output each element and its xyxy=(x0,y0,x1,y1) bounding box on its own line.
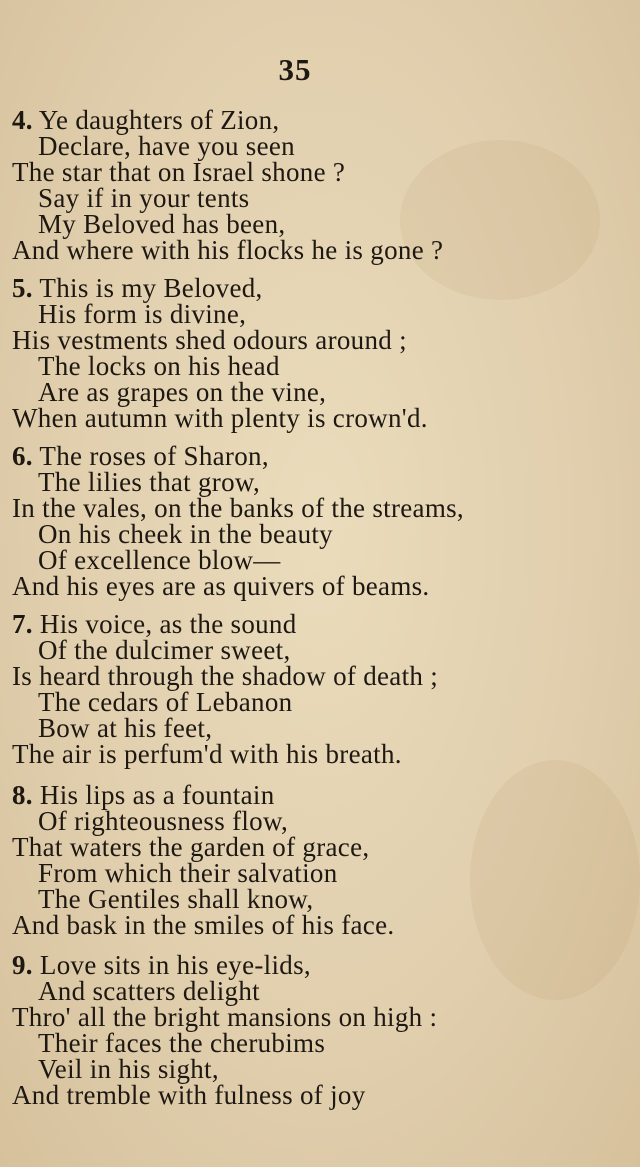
stanza-line: When autumn with plenty is crown'd. xyxy=(12,403,428,433)
stanza-line: His vestments shed odours around ; xyxy=(12,325,407,355)
stanza-line: Veil in his sight, xyxy=(38,1054,219,1084)
stanza-line: 4. Ye daughters of Zion, xyxy=(12,105,280,135)
stanza-line: The lilies that grow, xyxy=(38,467,260,497)
stanza-line: Of righteousness flow, xyxy=(38,806,289,836)
stanza-line: On his cheek in the beauty xyxy=(38,519,333,549)
stanza-line: Declare, have you seen xyxy=(38,131,295,161)
stanza-line: My Beloved has been, xyxy=(38,209,286,239)
stanza-line: 6. The roses of Sharon, xyxy=(12,441,269,471)
stanza-line: 5. This is my Beloved, xyxy=(12,273,263,303)
stanza-line: The cedars of Lebanon xyxy=(38,687,293,717)
stanza-line: Is heard through the shadow of death ; xyxy=(12,661,439,691)
stanza-number: 4. xyxy=(12,105,33,135)
stanza-line: In the vales, on the banks of the streams, xyxy=(12,493,464,523)
stanza-line: Of the dulcimer sweet, xyxy=(38,635,291,665)
stanza-line: 9. Love sits in his eye-lids, xyxy=(12,950,311,980)
stanza-line: The star that on Israel shone ? xyxy=(12,157,346,187)
stanza-line: And scatters delight xyxy=(38,976,260,1006)
stanza-line: His form is divine, xyxy=(38,299,247,329)
stanza-line: The Gentiles shall know, xyxy=(38,884,314,914)
paper-stain xyxy=(470,760,640,1000)
stanza-line: 8. His lips as a fountain xyxy=(12,780,275,810)
stanza-number: 8. xyxy=(12,780,33,810)
stanza-line: From which their salvation xyxy=(38,858,338,888)
stanza-number: 6. xyxy=(12,441,33,471)
stanza-line: That waters the garden of grace, xyxy=(12,832,370,862)
stanza-line: And his eyes are as quivers of beams. xyxy=(12,571,430,601)
paper-stain xyxy=(400,140,600,300)
stanza-line: Bow at his feet, xyxy=(38,713,213,743)
stanza-line: The air is perfum'd with his breath. xyxy=(12,739,402,769)
stanza-line: Say if in your tents xyxy=(38,183,250,213)
stanza-line: Thro' all the bright mansions on high : xyxy=(12,1002,438,1032)
stanza-line: And tremble with fulness of joy xyxy=(12,1080,366,1110)
page-number: 35 xyxy=(278,52,312,87)
stanza-line: Their faces the cherubims xyxy=(38,1028,326,1058)
stanza-number: 7. xyxy=(12,609,33,639)
stanza-line: Of excellence blow— xyxy=(38,545,281,575)
stanza-line: Are as grapes on the vine, xyxy=(38,377,327,407)
stanza-number: 5. xyxy=(12,273,33,303)
stanza-line: 7. His voice, as the sound xyxy=(12,609,297,639)
stanza-line: The locks on his head xyxy=(38,351,280,381)
stanza-number: 9. xyxy=(12,950,33,980)
stanza-line: And where with his flocks he is gone ? xyxy=(12,235,444,265)
stanza-line: And bask in the smiles of his face. xyxy=(12,910,395,940)
